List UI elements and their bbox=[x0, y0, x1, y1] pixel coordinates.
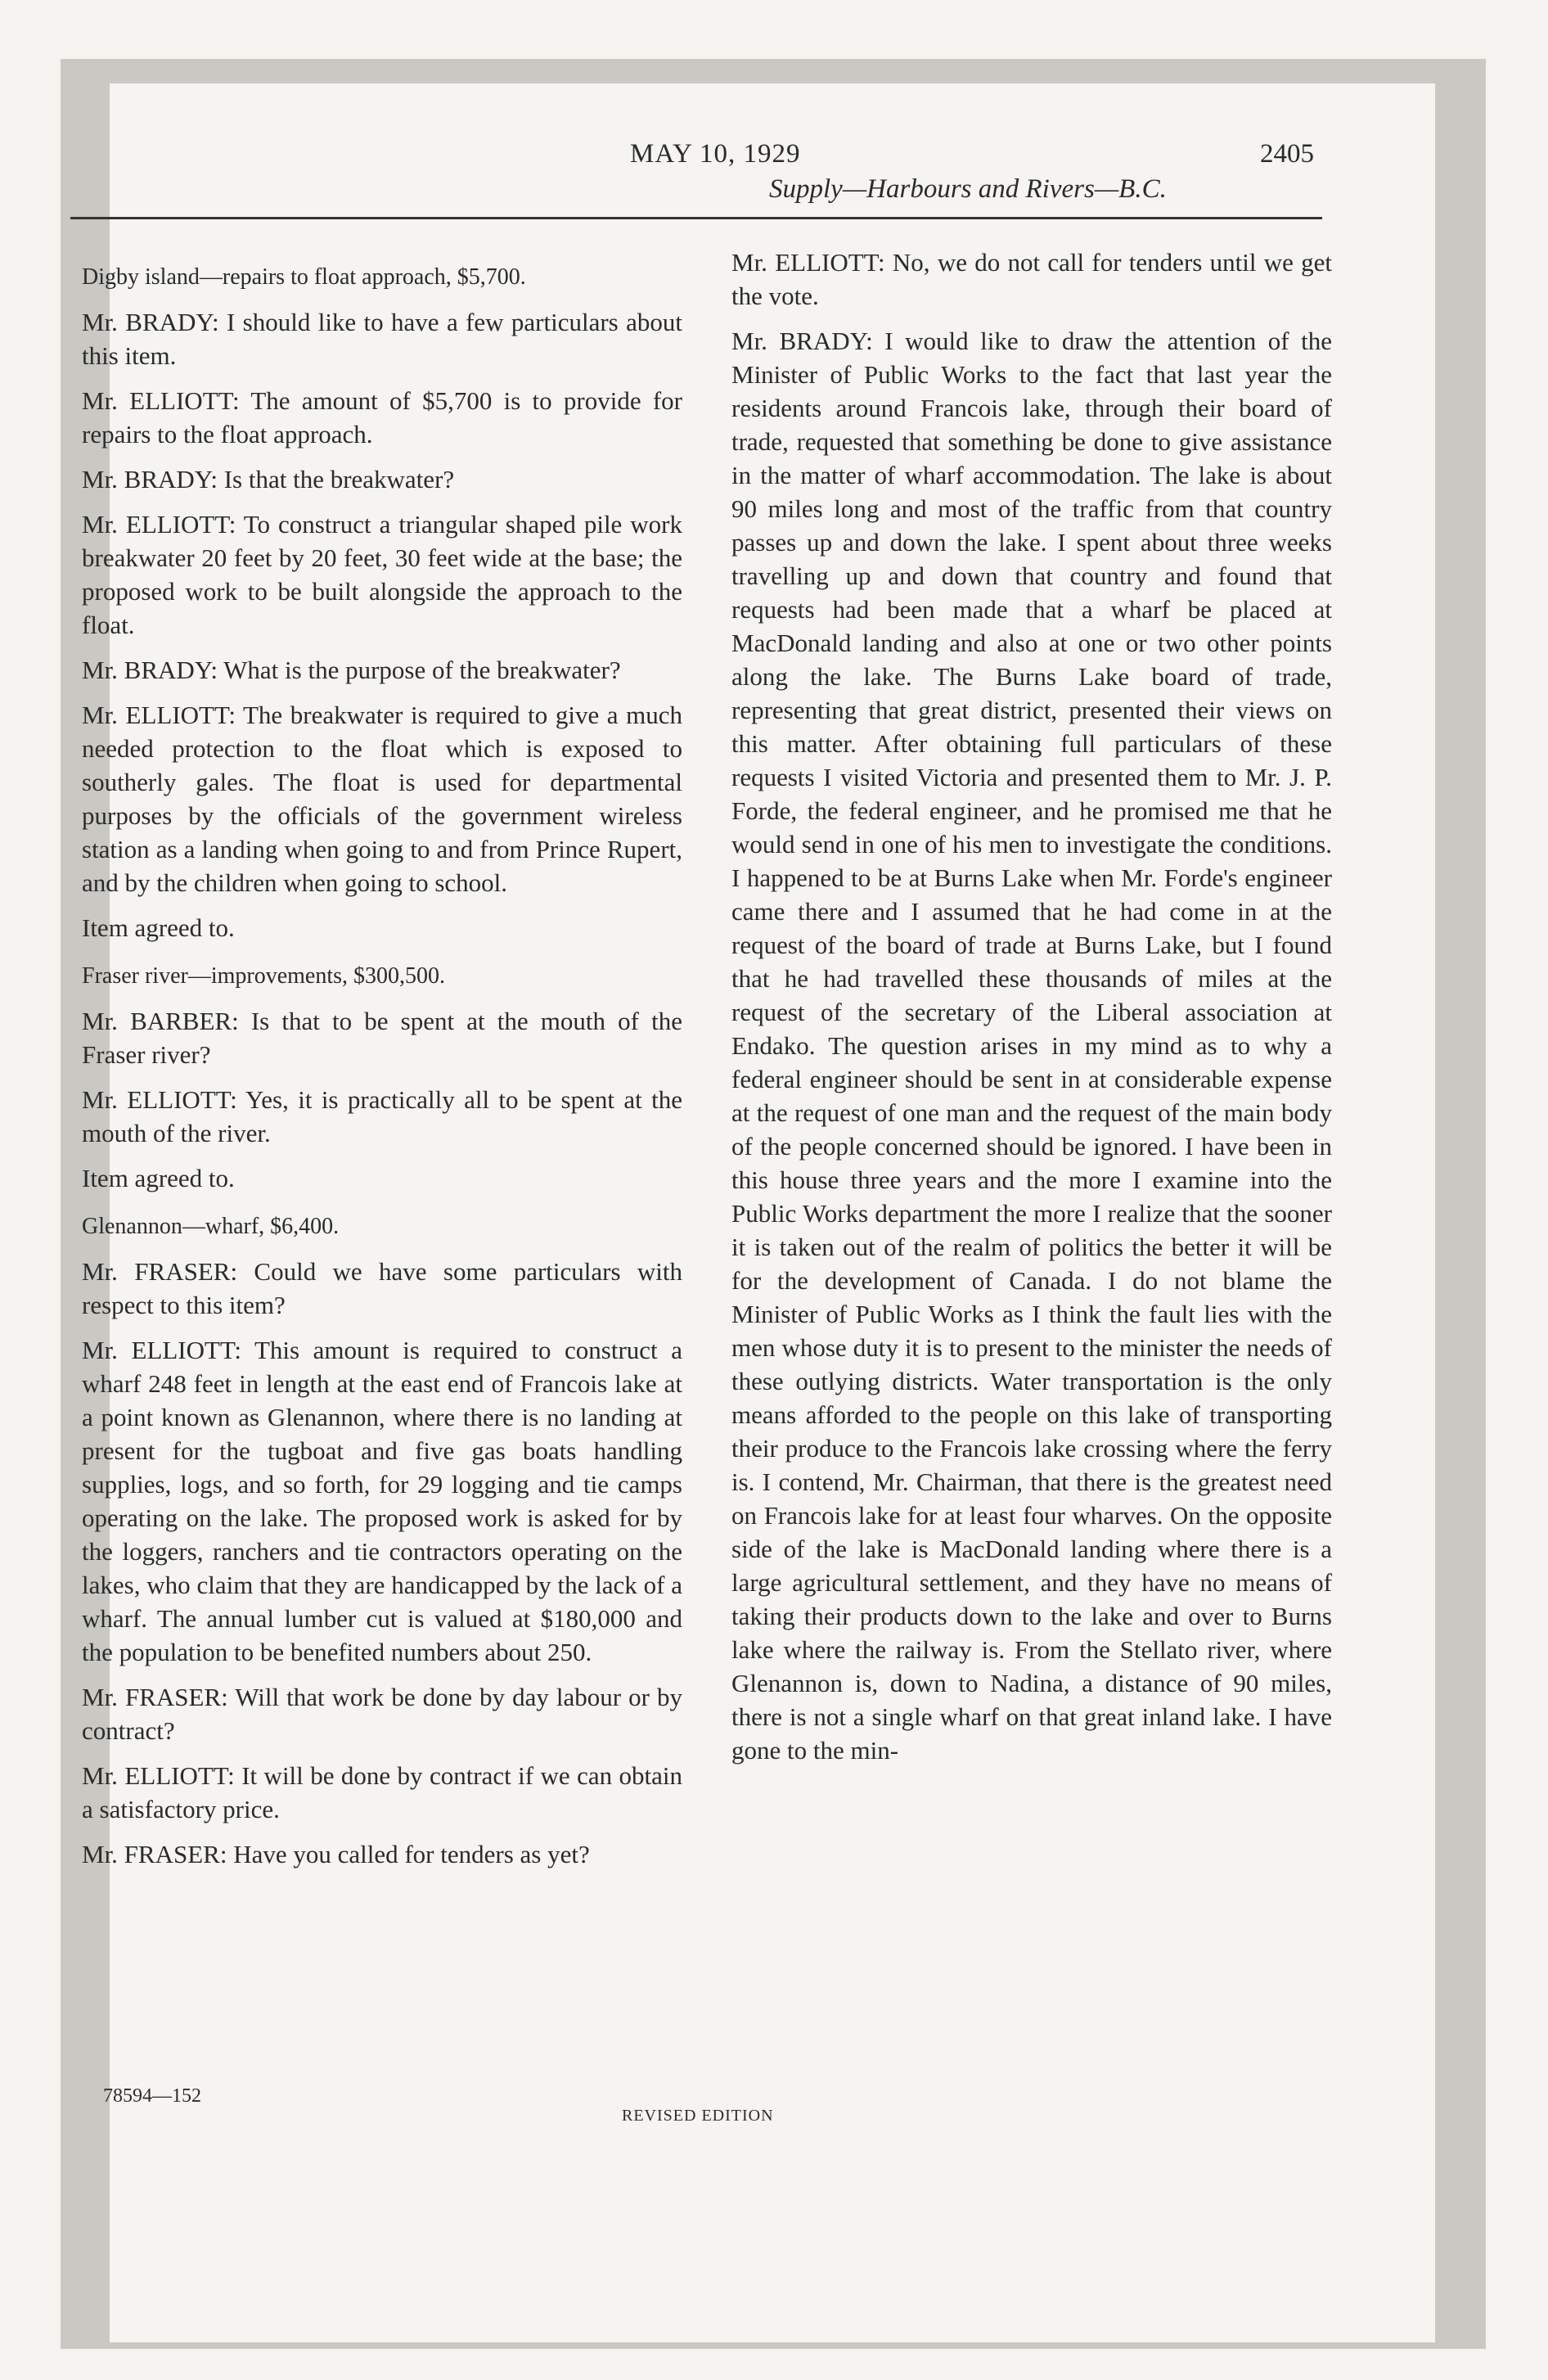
left-column bbox=[82, 246, 682, 1882]
paragraph: Item agreed to. bbox=[82, 913, 235, 942]
section-title: Supply—Harbours and Rivers—B.C. bbox=[769, 174, 1167, 204]
paragraph: Mr. BRADY: Is that the breakwater? bbox=[82, 465, 455, 494]
item-heading-digby: Digby island—repairs to float approach, $5,700. bbox=[82, 264, 526, 290]
item-heading-glenannon: Glenannon—wharf, $6,400. bbox=[82, 1214, 340, 1239]
paragraph: Mr. BRADY: I would like to draw the attention of the Minister of Public Works to the fact that last year the residents around Francois lake, through their board of trade, requested that something be done to give assistance in the matter of wharf accommodation. The lake is about 90 miles long and most of the traffic from that country passes up and down the lake. I spent about three weeks travelling up and down that country and found that requests had been made that a wharf be placed at MacDonald landing and also at one or two other points along the lake. The Burns Lake board of trade, representing that great district, presented their views on this matter. After obtaining full particulars of these requests I visited Victoria and presented them to Mr. J. P. Forde, the federal engineer, and he promised me that he would send in one of his men to investigate the conditions. I happened to be at Burns Lake when Mr. Forde's engineer came there and I assumed that he had come in at the request of the board of trade at Burns Lake, but I found that he had travelled these thousands of miles at the request of the secretary of the Liberal association at Endako. The question arises in my mind as to why a federal engineer should be sent in at considerable expense at the request of one man and the request of the main body of the people concerned should be ignored. I have been in this house three years and the more I examine into the Public Works department the more I realize that the sooner it is taken out of the realm of politics the better it will be for the development of Canada. I do not blame the Minister of Public Works as I think the fault lies with the men whose duty it is to present to the minister the needs of these outlying districts. Water transportation is the only means afforded to the people on this lake of transporting their produce to the Francois lake crossing where the ferry is. I contend, Mr. Chairman, that there is the greatest need on Francois lake for at least four wharves. On the opposite side of the lake is MacDonald landing where there is a large agricultural settlement, and they have no means of taking their products down to the lake and over to Burns lake where the railway is. From the Stellato river, where Glenannon is, down to Nadina, a distance of 90 miles, there is not a single wharf on that great inland lake. I have gone to the min- bbox=[731, 327, 1332, 1765]
paragraph: Mr. BRADY: I should like to have a few particulars about this item. bbox=[82, 308, 682, 370]
paragraph: Mr. FRASER: Will that work be done by day labour or by contract? bbox=[82, 1683, 682, 1745]
header-date: MAY 10, 1929 bbox=[630, 139, 801, 169]
paragraph: Mr. BRADY: What is the purpose of the breakwater? bbox=[82, 656, 621, 684]
paragraph: Mr. ELLIOTT: No, we do not call for tenders until we get the vote. bbox=[731, 248, 1332, 310]
right-column bbox=[731, 246, 1332, 1778]
footer-code: 78594—152 bbox=[103, 2085, 201, 2107]
paragraph: Mr. ELLIOTT: Yes, it is practically all to be spent at the mouth of the river. bbox=[82, 1085, 682, 1147]
paragraph: Mr. ELLIOTT: The breakwater is required to give a much needed protection to the float which is exposed to southerly gales. The float is used for departmental purposes by the officials of the government wireless station as a landing when going to and from Prince Rupert, and by the children when going to school. bbox=[82, 701, 682, 897]
paragraph: Item agreed to. bbox=[82, 1164, 235, 1192]
paragraph: Mr. BARBER: Is that to be spent at the mouth of the Fraser river? bbox=[82, 1007, 682, 1069]
paragraph: Mr. ELLIOTT: It will be done by contract if we can obtain a satisfactory price. bbox=[82, 1761, 682, 1823]
item-heading-fraser: Fraser river—improvements, $300,500. bbox=[82, 963, 446, 989]
page-number: 2405 bbox=[1260, 139, 1314, 169]
paragraph: Mr. ELLIOTT: The amount of $5,700 is to provide for repairs to the float approach. bbox=[82, 386, 682, 449]
header-rule bbox=[70, 217, 1322, 219]
paragraph: Mr. FRASER: Could we have some particulars with respect to this item? bbox=[82, 1257, 682, 1319]
paragraph: Mr. ELLIOTT: This amount is required to construct a wharf 248 feet in length at the east end of Francois lake at a point known as Glenannon, where there is no landing at present for the tugboat and five gas boats handling supplies, logs, and so forth, for 29 logging and tie camps operating on the lake. The proposed work is asked for by the loggers, ranchers and tie contractors operating on the lakes, who claim that they are handicapped by the lack of a wharf. The annual lumber cut is valued at $180,000 and the population to be benefited numbers about 250. bbox=[82, 1336, 682, 1666]
paragraph: Mr. ELLIOTT: To construct a triangular shaped pile work breakwater 20 feet by 20 feet, 30 feet wide at the base; the proposed work to be built alongside the approach to the float. bbox=[82, 510, 682, 639]
footer-edition: REVISED EDITION bbox=[622, 2107, 774, 2125]
paragraph: Mr. FRASER: Have you called for tenders as yet? bbox=[82, 1840, 590, 1868]
